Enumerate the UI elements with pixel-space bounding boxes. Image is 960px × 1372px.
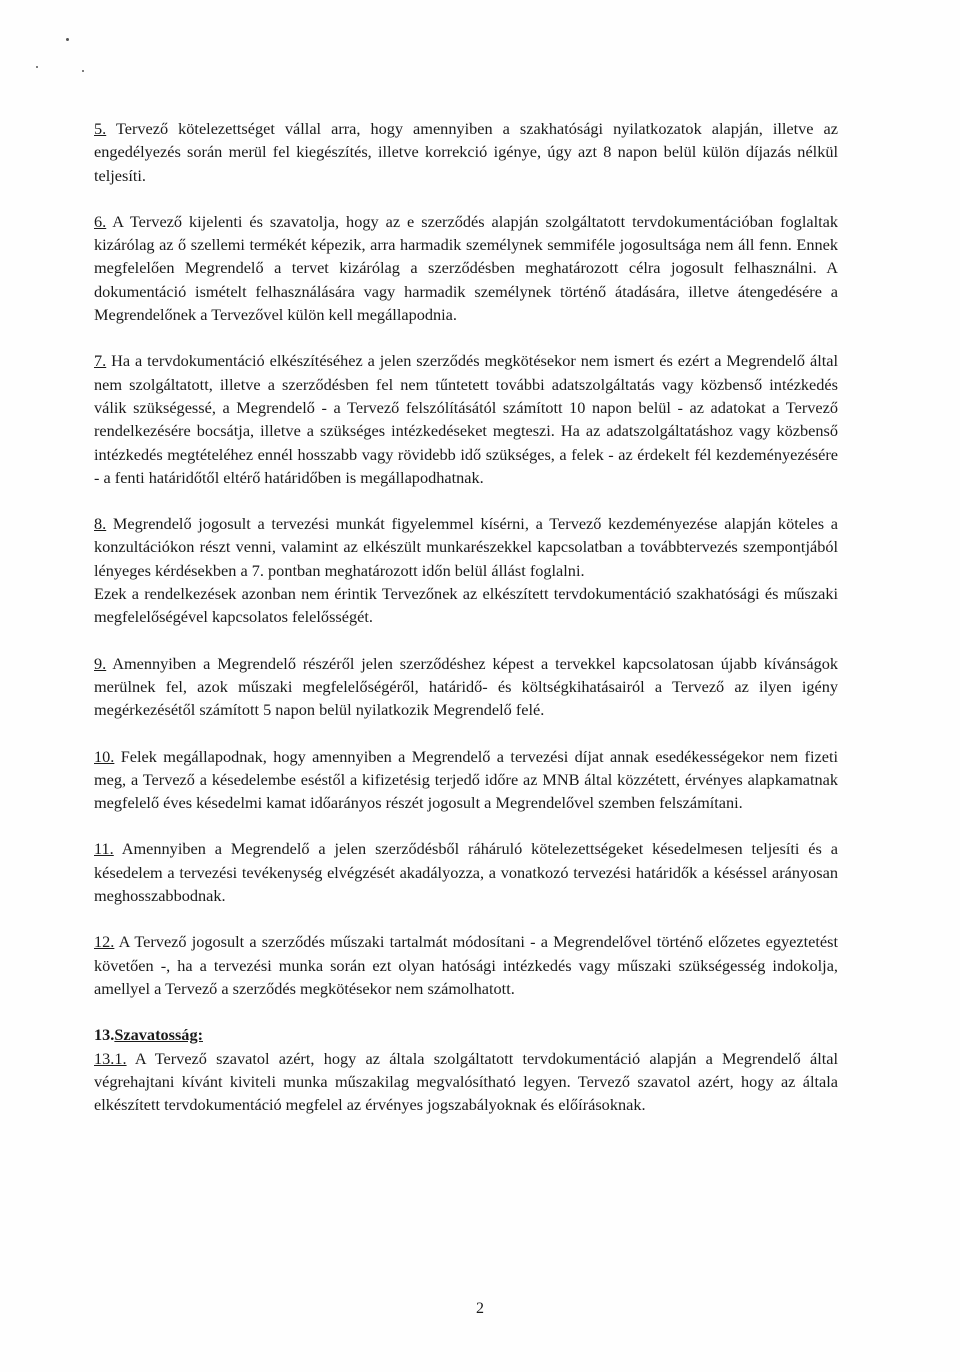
subsection-number: 13.1.: [94, 1048, 127, 1068]
paragraph-number: 12.: [94, 932, 115, 952]
paragraph-number: 10.: [94, 746, 115, 766]
paragraph-12: [94, 930, 838, 1000]
paragraph-text: Felek megállapodnak, hogy amennyiben a Megrendelő a tervezési díjat annak esedékességekor nem fizeti meg, a Tervező a késedelembe eséstől a kifizetésig terjedő időre az MNB által közzétett, érvényes alapkamatnak megfelelő éves késedelmi kamat időarányos részét jogosult a Megrendelővel szemben felszámítani.: [94, 746, 838, 813]
page-number: 2: [476, 1300, 484, 1317]
paragraph-13-1: [94, 1047, 838, 1117]
paragraph-text: A Tervező jogosult a szerződés műszaki tartalmát módosítani - a Megrendelővel történő előzetes egyeztetést követően -, ha a tervezési munka során ezt olyan hatósági intézkedés vagy műszaki szükségesség indokolja, amellyel a Tervező a szerződés megkötésekor nem számolhatott.: [94, 932, 838, 998]
paragraph-7: [94, 349, 838, 489]
document-body: [94, 117, 838, 1116]
scan-speck: [82, 70, 84, 72]
paragraph-6: [94, 210, 838, 326]
paragraph-8: [94, 512, 838, 582]
paragraph-5: [94, 117, 838, 187]
section-title: Szavatosság:: [114, 1025, 203, 1045]
paragraph-number: 6.: [94, 211, 107, 231]
paragraph-text: Amennyiben a Megrendelő részéről jelen szerződéshez képest a tervekkel kapcsolatosan újabb kívánságok merülnek fel, azok műszaki megfelelőségéről, határidő- és költségkihatásairól a Tervező az ilyen igény megérkezésétől számított 5 napon belül nyilatkozik Megrendelő felé.: [94, 653, 838, 720]
paragraph-text: Ezek a rendelkezések azonban nem érintik Tervezőnek az elkészített tervdokumentáció szakhatósági és műszaki megfelelőségével kapcsolatos felelősségét.: [94, 584, 838, 627]
paragraph-text: Megrendelő jogosult a tervezési munkát figyelemmel kísérni, a Tervező kezdeményezése alapján köteles a konzultációkon részt venni, valamint az elkészült munkarészekkel kapcsolatban a továbbtervezés szempontjából lényeges kérdésekben a 7. pontban meghatározott időn belül állást foglalni.: [94, 514, 838, 580]
paragraph-text: Amennyiben a Megrendelő a jelen szerződésből ráháruló kötelezettségeket késedelmesen teljesíti és a késedelem a tervezési tevékenység elvégzését akadályozza, a vonatkozó tervezési határidők a késéssel arányosan meghosszabbodnak.: [94, 839, 838, 906]
paragraph-10: [94, 745, 838, 815]
paragraph-11: [94, 837, 838, 907]
paragraph-number: 9.: [94, 653, 107, 673]
paragraph-9: [94, 652, 838, 722]
scan-speck: [66, 38, 69, 41]
scan-speck: [36, 66, 38, 68]
paragraph-text: Tervező kötelezettséget vállal arra, hogy amennyiben a szakhatósági nyilatkozatok alapján, illetve az engedélyezés során merül fel kiegészítés, illetve korrekció igénye, úgy azt 8 napon belül külön díjazás nélkül teljesíti.: [94, 119, 838, 185]
paragraph-text: Ha a tervdokumentáció elkészítéséhez a jelen szerződés megkötésekor nem ismert és ezért a Megrendelő által nem szolgáltatott, illetve a szerződésben fel nem tűntetett további adatszolgáltatás vagy közbenső intézkedés válik szükségessé, a Megrendelő - a Tervező felszólításától számított 10 napon belül - az adatokat a Tervező rendelkezésére bocsátja, illetve a szükséges intézkedéseket megteszi. Ha az adatszolgáltatáshoz vagy közbenső intézkedés megtételéhez ennél hosszabb vagy rövidebb idő szükséges, a felek - az érdekelt fél kezdeményezésére - a fenti határidőtől eltérő határidőben is megállapodhatnak.: [94, 351, 838, 487]
section-number: 13.: [94, 1025, 115, 1045]
paragraph-number: 5.: [94, 119, 107, 138]
paragraph-number: 7.: [94, 351, 107, 371]
paragraph-text: A Tervező szavatol azért, hogy az általa szolgáltatott tervdokumentáció alapján a Megrendelő által végrehajtani kívánt kiviteli munka műszakilag megvalósítható legyen. Tervező szavatol azért, hogy az általa elkészített tervdokumentáció megfelel az érvényes jogszabályoknak és előírásoknak.: [94, 1048, 838, 1115]
section-13-heading: [94, 1023, 838, 1046]
paragraph-8-continuation: [94, 582, 838, 629]
paragraph-number: 8.: [94, 514, 107, 534]
paragraph-text: A Tervező kijelenti és szavatolja, hogy az e szerződés alapján szolgáltatott tervdokumentációban foglaltak kizárólag az ő szellemi termékét képezik, arra harmadik személynek semmiféle jogosultsága nem áll fenn. Ennek megfelelően Megrendelő a tervet kizárólag a szerződésben meghatározott célra jogosult felhasználni. A dokumentáció ismételt felhasználására vagy harmadik személynek történő átadására, illetve átengedésére a Megrendelőnek a Tervezővel külön kell megállapodnia.: [94, 211, 838, 325]
paragraph-number: 11.: [94, 839, 114, 859]
